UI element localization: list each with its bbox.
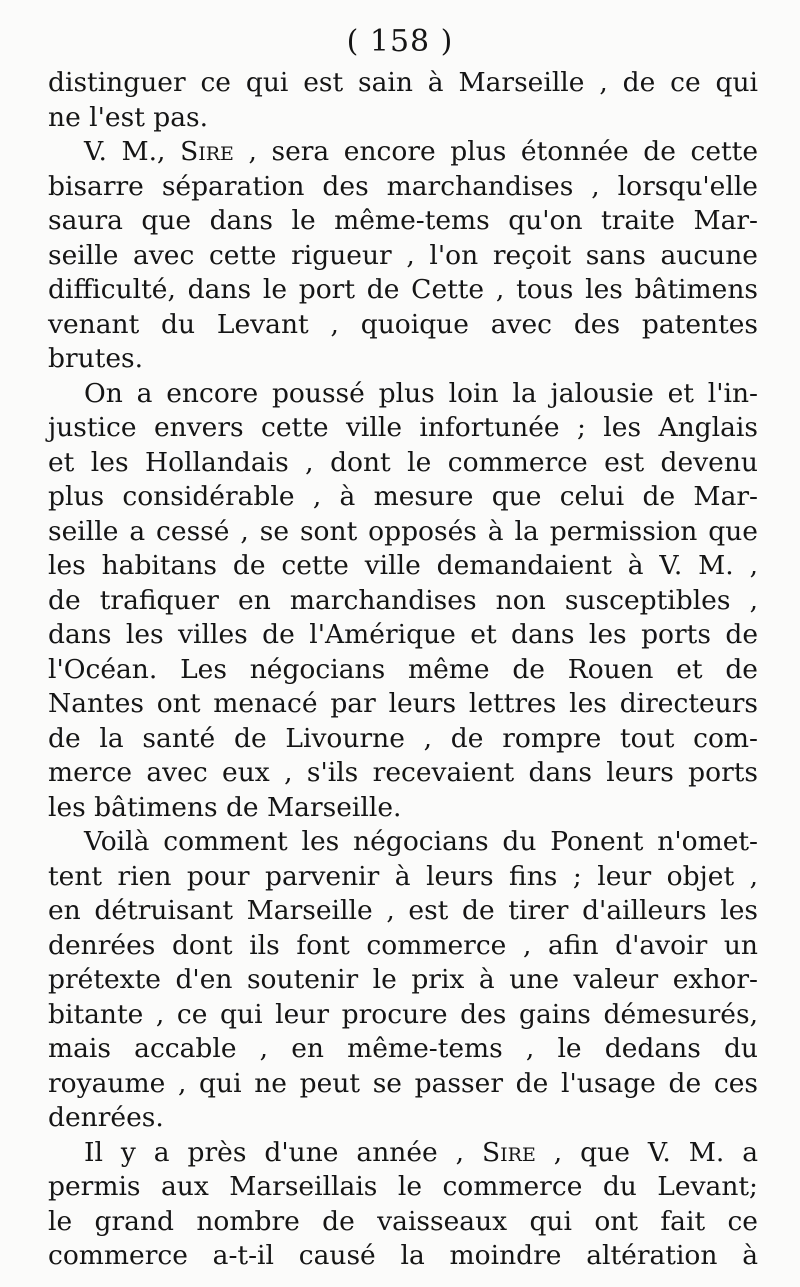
text-line: en détruisant Marseille , est de tirer d'ailleurs les bbox=[48, 895, 758, 926]
text-line: merce avec eux , s'ils recevaient dans leurs ports bbox=[48, 757, 758, 788]
text-line: brutes. bbox=[48, 343, 144, 374]
text-line: plus considérable , à mesure que celui de Mar- bbox=[48, 481, 758, 512]
text-line: V. M., Sire , sera encore plus étonnée de cette bbox=[84, 136, 759, 167]
text-line: de trafiquer en marchandises non susceptibles , bbox=[48, 584, 758, 616]
text-line: saura que dans le même-tems qu'on traite Mar- bbox=[48, 205, 758, 236]
page-number: ( 158 ) bbox=[346, 24, 454, 59]
text-line: Voilà comment les négocians du Ponent n'omet- bbox=[84, 826, 758, 857]
text-line: commerce a-t-il causé la moindre altération à bbox=[48, 1240, 758, 1271]
text-line: mais accable , en même-tems , le dedans du bbox=[48, 1033, 758, 1064]
text-line: distinguer ce qui est sain à Marseille , de ce qui bbox=[48, 67, 758, 98]
paragraph bbox=[48, 66, 758, 135]
text-line: justice envers cette ville infortunée ; les Anglais bbox=[48, 412, 758, 443]
text-line: seille a cessé , se sont opposés à la permission que bbox=[48, 515, 758, 547]
paragraph bbox=[48, 377, 758, 826]
text-line: seille avec cette rigueur , l'on reçoit sans aucune bbox=[48, 239, 758, 271]
text-line: le grand nombre de vaisseaux qui ont fait ce bbox=[48, 1205, 758, 1237]
text-line: On a encore poussé plus loin la jalousie et l'in- bbox=[84, 377, 758, 409]
text-line: prétexte d'en soutenir le prix à une valeur exhor- bbox=[48, 964, 758, 995]
text-line: de la santé de Livourne , de rompre tout com- bbox=[48, 722, 758, 754]
text-line: et les Hollandais , dont le commerce est devenu bbox=[48, 446, 758, 478]
text-line: bitante , ce qui leur procure des gains démesurés, bbox=[48, 998, 758, 1030]
text-line: denrées. bbox=[48, 1102, 164, 1133]
paragraph bbox=[48, 135, 758, 377]
text-line: tent rien pour parvenir à leurs fins ; leur objet , bbox=[48, 860, 758, 892]
text-line: les habitans de cette ville demandaient à V. M. , bbox=[48, 550, 758, 581]
text-line: ne l'est pas. bbox=[48, 101, 209, 133]
text-line: les bâtimens de Marseille. bbox=[48, 791, 402, 823]
text-line: Nantes ont menacé par leurs lettres les directeurs bbox=[48, 688, 758, 719]
body-text bbox=[48, 66, 758, 1274]
text-line: l'Océan. Les négocians même de Rouen et de bbox=[48, 653, 758, 685]
text-line: difficulté, dans le port de Cette , tous les bâtimens bbox=[48, 274, 758, 305]
text-line: royaume , qui ne peut se passer de l'usage de ces bbox=[48, 1067, 758, 1099]
text-line: denrées dont ils font commerce , afin d'avoir un bbox=[48, 929, 758, 961]
text-line: bisarre séparation des marchandises , lorsqu'elle bbox=[48, 170, 758, 202]
text-line: permis aux Marseillais le commerce du Levant; bbox=[48, 1171, 758, 1202]
paragraph bbox=[48, 1136, 758, 1274]
paragraph bbox=[48, 825, 758, 1136]
text-line: venant du Levant , quoique avec des patentes bbox=[48, 308, 758, 340]
text-line: dans les villes de l'Amérique et dans les ports de bbox=[48, 619, 758, 650]
text-line: Il y a près d'une année , Sire , que V. M. a bbox=[84, 1136, 758, 1168]
